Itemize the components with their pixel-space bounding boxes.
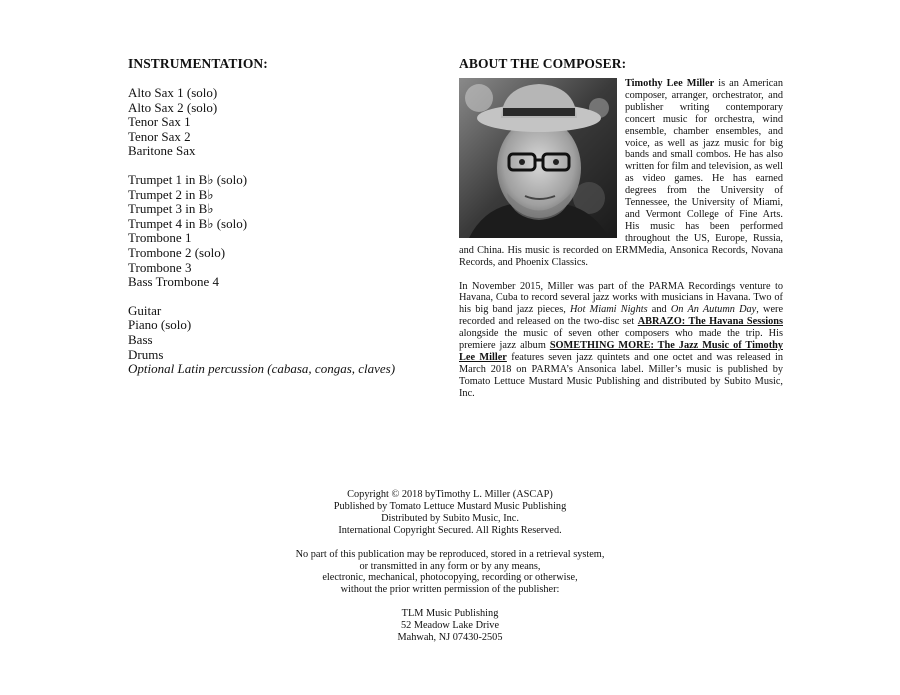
copyright-line: International Copyright Secured. All Rights Reserved. [338, 524, 562, 536]
instrument-item: Guitar [128, 302, 162, 318]
instrumentation-heading: INSTRUMENTATION: [128, 56, 268, 71]
bio-text: is an American composer, arranger, orchestrator, and publisher writing contemporary concert music for orchestra, wind ensemble, chamber ensembles, and voice, as well as jazz music for big bands and small combos. He has also written for film and television, as well as video games. He has earned degrees from the University of Tennessee, the University of Miami, and Vermont College of Fine Arts. His music has been performed throughout the US, Europe, Russia, and China. His music is recorded on ERMMedia, Ansonica Records, Novana Records, and Phoenix Classics. [459, 78, 783, 268]
bio-text: , were recorded and released on the two-disc set [459, 304, 784, 328]
instrument-item: Alto Sax 1 (solo) [128, 85, 218, 100]
bio-text: In November 2015, Miller was part of the PARMA Recordings venture to Havana, Cuba to record several jazz works with musicians in Havana. Two of his big band jazz pieces, [459, 280, 783, 316]
bio-text: features seven jazz quintets and one octet and was released in March 2018 on PARMA’s Ansonica label. Miller’s music is published by Tomato Lettuce Mustard Music Publishing and distributed by Subito Music, Inc. [459, 351, 783, 399]
album-title: SOMETHING MORE: The Jazz Music of Timothy Lee Miller [459, 340, 783, 363]
bio-text: and [647, 304, 671, 316]
instrument-item: Tenor Sax 2 [128, 128, 191, 144]
copyright-block [0, 489, 900, 537]
address-line: TLM Music Publishing [401, 608, 499, 620]
reproduction-notice [0, 549, 900, 597]
instrument-item: Trombone 1 [128, 230, 192, 246]
copyright-line: Published by Tomato Lettuce Mustard Music Publishing [333, 500, 567, 512]
instrument-item: Baritone Sax [128, 143, 196, 159]
about-composer-section [459, 56, 783, 400]
instrumentation-section [128, 56, 428, 391]
piece-title: On An Autumn Day [670, 304, 757, 316]
publisher-address [0, 608, 900, 644]
bio-text: alongside the music of seven other composers who made the trip. His premiere jazz album [459, 328, 783, 352]
instrument-group-saxes [128, 86, 428, 159]
instrument-item: Trumpet 1 in B♭ (solo) [128, 171, 248, 187]
instrument-item: Tenor Sax 1 [128, 114, 191, 130]
copyright-line: Copyright © 2018 byTimothy L. Miller (ASCAP) [347, 489, 553, 500]
address-line: Mahwah, NJ 07430-2505 [397, 632, 503, 644]
instrument-item: Trombone 2 (solo) [128, 244, 226, 260]
instrument-group-brass [128, 173, 428, 290]
notice-line: without the prior written permission of the publisher: [340, 584, 560, 596]
instrument-item: Drums [128, 346, 164, 362]
instrument-item: Piano (solo) [128, 317, 192, 333]
instrument-group-rhythm [128, 304, 428, 377]
optional-percussion-note: Optional Latin percussion (cabasa, congas, claves) [128, 361, 396, 377]
instrument-item: Trumpet 2 in B♭ [128, 186, 214, 202]
about-heading: ABOUT THE COMPOSER: [459, 56, 627, 71]
composer-bio-paragraph-2 [459, 281, 783, 400]
composer-name: Timothy Lee Miller [625, 78, 715, 89]
instrument-item: Trumpet 3 in B♭ [128, 201, 214, 217]
instrument-item: Alto Sax 2 (solo) [128, 99, 218, 115]
instrument-item: Bass Trombone 4 [128, 274, 220, 290]
instrument-item: Trumpet 4 in B♭ (solo) [128, 215, 248, 231]
notice-line: No part of this publication may be reproduced, stored in a retrieval system, [295, 548, 605, 560]
notice-line: electronic, mechanical, photocopying, recording or otherwise, [322, 572, 578, 584]
composer-photo [459, 78, 617, 238]
copyright-line: Distributed by Subito Music, Inc. [381, 512, 519, 524]
instrument-item: Bass [128, 331, 153, 347]
address-line: 52 Meadow Lake Drive [400, 620, 500, 632]
notice-line: or transmitted in any form or by any means, [359, 560, 541, 572]
album-title: ABRAZO: The Havana Sessions [637, 316, 783, 328]
instrument-item: Trombone 3 [128, 259, 192, 275]
copyright-footer [0, 489, 900, 656]
piece-title: Hot Miami Nights [570, 304, 648, 316]
